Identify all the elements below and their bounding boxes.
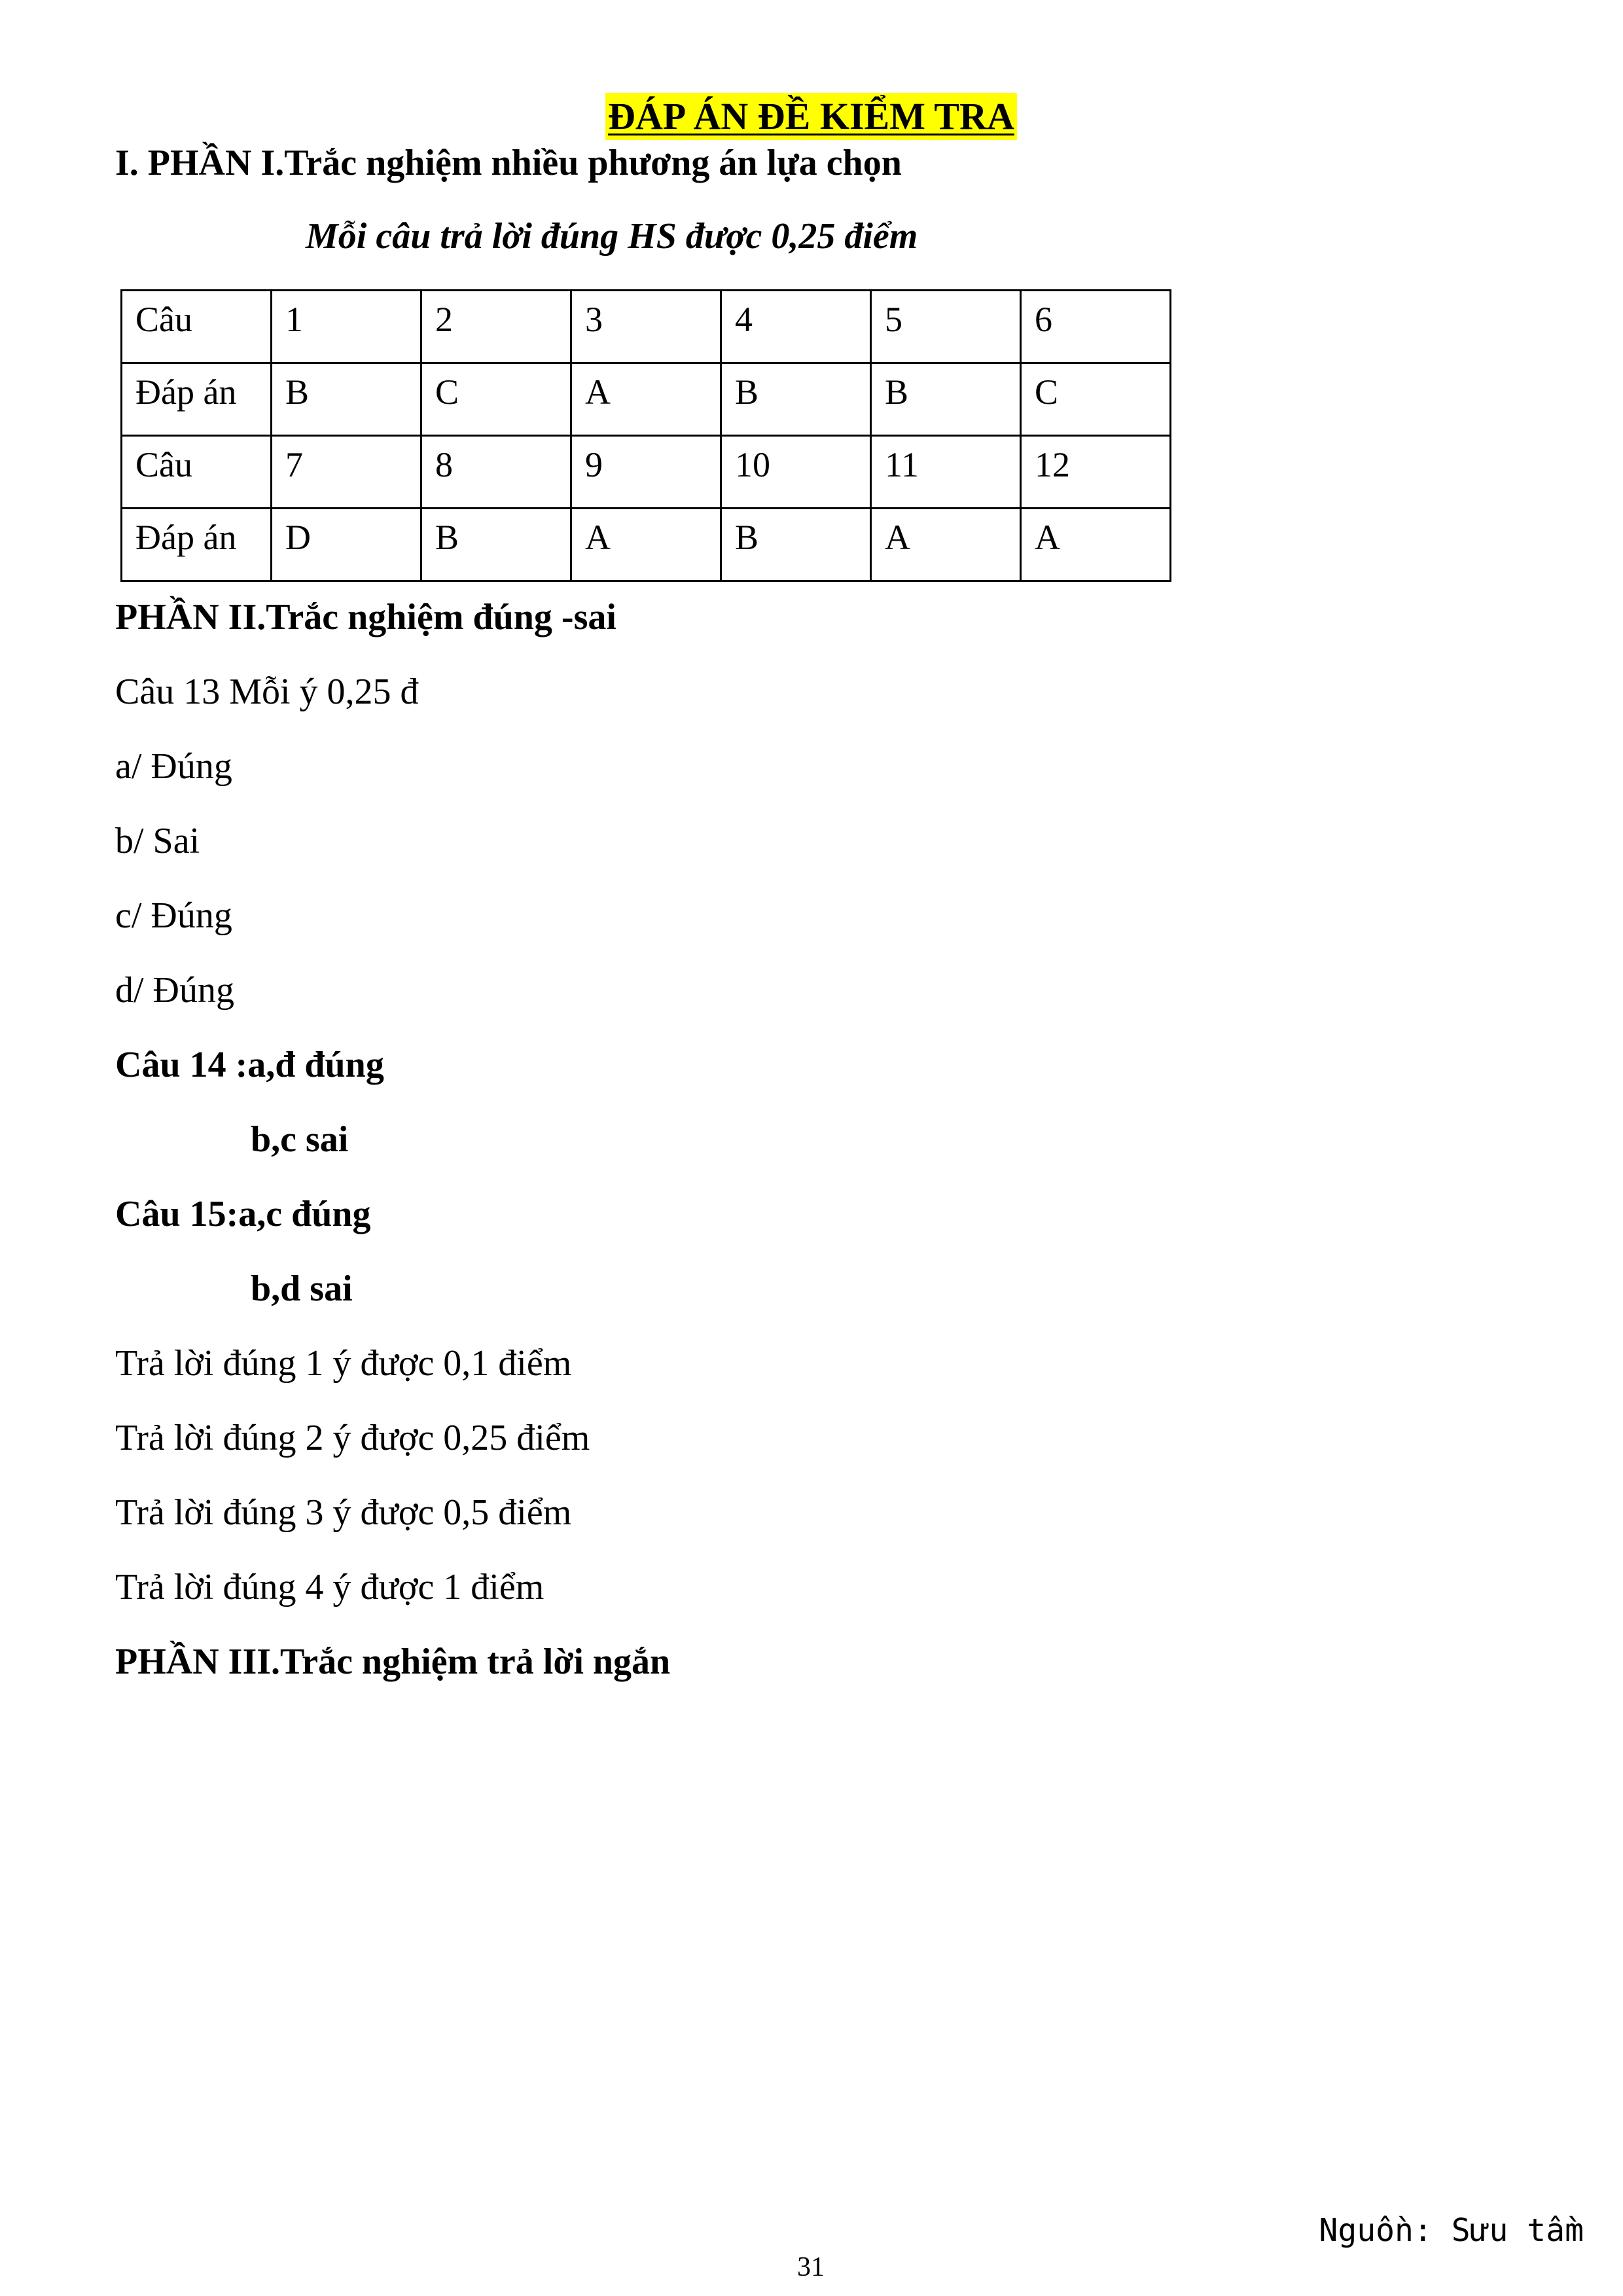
q13-answer-c: c/ Đúng: [115, 895, 232, 936]
q13-answer-d: d/ Đúng: [115, 970, 234, 1011]
table-cell: Câu: [122, 436, 272, 509]
table-cell: 11: [871, 436, 1021, 509]
source-note: Nguồn: Sưu tầm: [1319, 2212, 1584, 2249]
table-cell: 2: [421, 291, 571, 363]
table-cell: B: [721, 363, 871, 436]
table-cell: C: [1021, 363, 1171, 436]
q13-answer-a: a/ Đúng: [115, 746, 232, 787]
scoring-line-2: Trả lời đúng 2 ý được 0,25 điểm: [115, 1418, 590, 1458]
q13-title: Câu 13 Mỗi ý 0,25 đ: [115, 672, 419, 712]
scoring-line-1: Trả lời đúng 1 ý được 0,1 điểm: [115, 1343, 572, 1384]
q14-line2: b,c sai: [251, 1119, 349, 1160]
q15-line1: Câu 15:a,c đúng: [115, 1194, 371, 1234]
table-row: [122, 436, 1171, 509]
table-cell: A: [571, 509, 721, 581]
table-cell: B: [272, 363, 421, 436]
part2-heading: PHẦN II.Trắc nghiệm đúng -sai: [115, 597, 616, 637]
document-title: ĐÁP ÁN ĐỀ KIỂM TRA: [605, 93, 1017, 140]
table-cell: A: [571, 363, 721, 436]
scoring-line-4: Trả lời đúng 4 ý được 1 điểm: [115, 1567, 544, 1607]
q15-line2: b,d sai: [251, 1268, 353, 1309]
table-cell: C: [421, 363, 571, 436]
table-cell: B: [421, 509, 571, 581]
table-cell: Đáp án: [122, 509, 272, 581]
table-cell: 3: [571, 291, 721, 363]
table-cell: 4: [721, 291, 871, 363]
table-cell: 1: [272, 291, 421, 363]
table-row: [122, 291, 1171, 363]
part1-note: Mỗi câu trả lời đúng HS được 0,25 điểm: [306, 216, 918, 257]
page-number: 31: [797, 2252, 825, 2282]
table-cell: D: [272, 509, 421, 581]
table-row: [122, 509, 1171, 581]
table-cell: B: [721, 509, 871, 581]
answer-table: [120, 289, 1171, 582]
table-cell: B: [871, 363, 1021, 436]
table-cell: 12: [1021, 436, 1171, 509]
table-cell: 10: [721, 436, 871, 509]
table-cell: Câu: [122, 291, 272, 363]
scoring-line-3: Trả lời đúng 3 ý được 0,5 điểm: [115, 1492, 572, 1533]
part1-heading: I. PHẦN I.Trắc nghiệm nhiều phương án lựa chọn: [115, 143, 902, 183]
table-cell: A: [871, 509, 1021, 581]
table-cell: 6: [1021, 291, 1171, 363]
table-cell: 5: [871, 291, 1021, 363]
table-cell: 8: [421, 436, 571, 509]
part3-heading: PHẦN III.Trắc nghiệm trả lời ngắn: [115, 1641, 671, 1682]
q14-line1: Câu 14 :a,đ đúng: [115, 1045, 384, 1085]
q13-answer-b: b/ Sai: [115, 821, 200, 861]
table-cell: Đáp án: [122, 363, 272, 436]
table-row: [122, 363, 1171, 436]
table-cell: 7: [272, 436, 421, 509]
table-cell: A: [1021, 509, 1171, 581]
table-cell: 9: [571, 436, 721, 509]
